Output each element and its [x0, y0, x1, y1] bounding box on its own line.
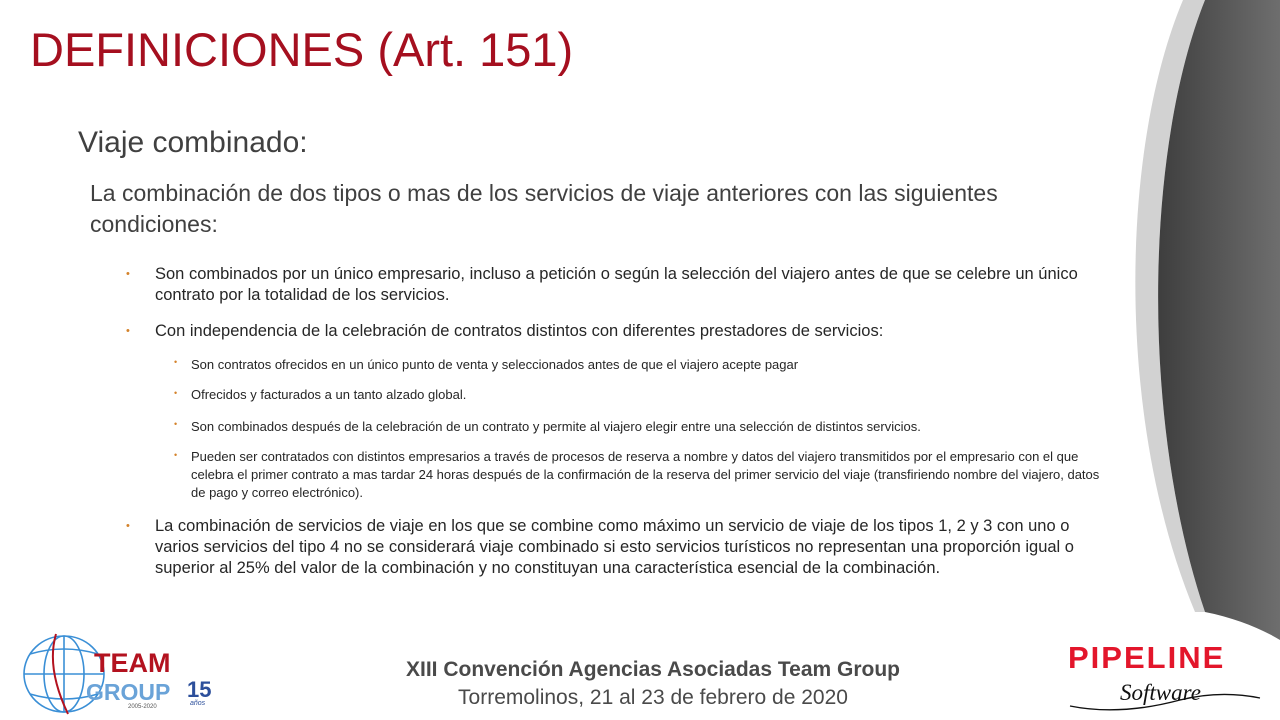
bullet-dot: •: [126, 325, 130, 337]
bullet-dot: •: [126, 268, 130, 280]
sub-bullet-item: Son combinados después de la celebración de un contrato y permite al viajero elegir entre una selección de distintos servicios.: [191, 419, 921, 434]
sub-bullet-dot: •: [174, 388, 178, 398]
logo-anos-text: años: [190, 700, 206, 707]
slide-subtitle: Viaje combinado:: [78, 126, 308, 159]
logo-software-text: Software: [1120, 680, 1201, 705]
logo-underline-flourish: [1060, 686, 1270, 716]
intro-paragraph: La combinación de dos tipos o mas de los servicios de viaje anteriores con las siguientes condiciones:: [90, 180, 998, 237]
bullet-item: Son combinados por un único empresario, incluso a petición o según la selección del viajero antes de que se celebre un único contrato por la totalidad de los servicios.: [155, 265, 1078, 304]
logo-team-text: TEAM: [94, 648, 171, 678]
footer-event-title: XIII Convención Agencias Asociadas Team Group: [405, 658, 900, 681]
team-group-logo: [16, 628, 221, 718]
bullet-dot: •: [126, 520, 130, 532]
pipeline-software-logo: [1060, 636, 1270, 716]
slide-title: DEFINICIONES (Art. 151): [30, 23, 574, 76]
sub-bullet-dot: •: [174, 419, 178, 429]
sub-bullet-dot: •: [174, 357, 178, 367]
sub-bullet-item: Ofrecidos y facturados a un tanto alzado global.: [191, 387, 467, 402]
logo-years-text: 2005-2020: [128, 704, 157, 710]
sub-bullet-item: Pueden ser contratados con distintos empresarios a través de procesos de reserva a nombre y datos del viajero transmitidos por el empresario con el que celebra el primer contrato a mas tardar 24 horas después de la confirmación de la reserva del primer servicio del viaje (transfiriendo nombre del viajero, datos de pago y correo electrónico).: [191, 449, 1100, 500]
logo-pipeline-text: PIPELINE: [1068, 640, 1226, 675]
logo-group-text: GROUP: [86, 679, 171, 705]
logo-anniversary-number: 15: [187, 677, 212, 702]
sub-bullet-item: Son contratos ofrecidos en un único punto de venta y seleccionados antes de que el viajero acepte pagar: [191, 357, 799, 372]
bullet-item: Con independencia de la celebración de contratos distintos con diferentes prestadores de servicios:: [155, 322, 884, 340]
footer-event-date: Torremolinos, 21 al 23 de febrero de 2020: [458, 686, 848, 709]
bullet-item: La combinación de servicios de viaje en los que se combine como máximo un servicio de viaje de los tipos 1, 2 y 3 con uno o varios servicios del tipo 4 no se considerará viaje combinado si esto servicios turísticos no representan una proporción igual o superior al 25% del valor de la combinación y no constituyan una característica esencial de la combinación.: [155, 517, 1074, 577]
sub-bullet-dot: •: [174, 450, 178, 460]
